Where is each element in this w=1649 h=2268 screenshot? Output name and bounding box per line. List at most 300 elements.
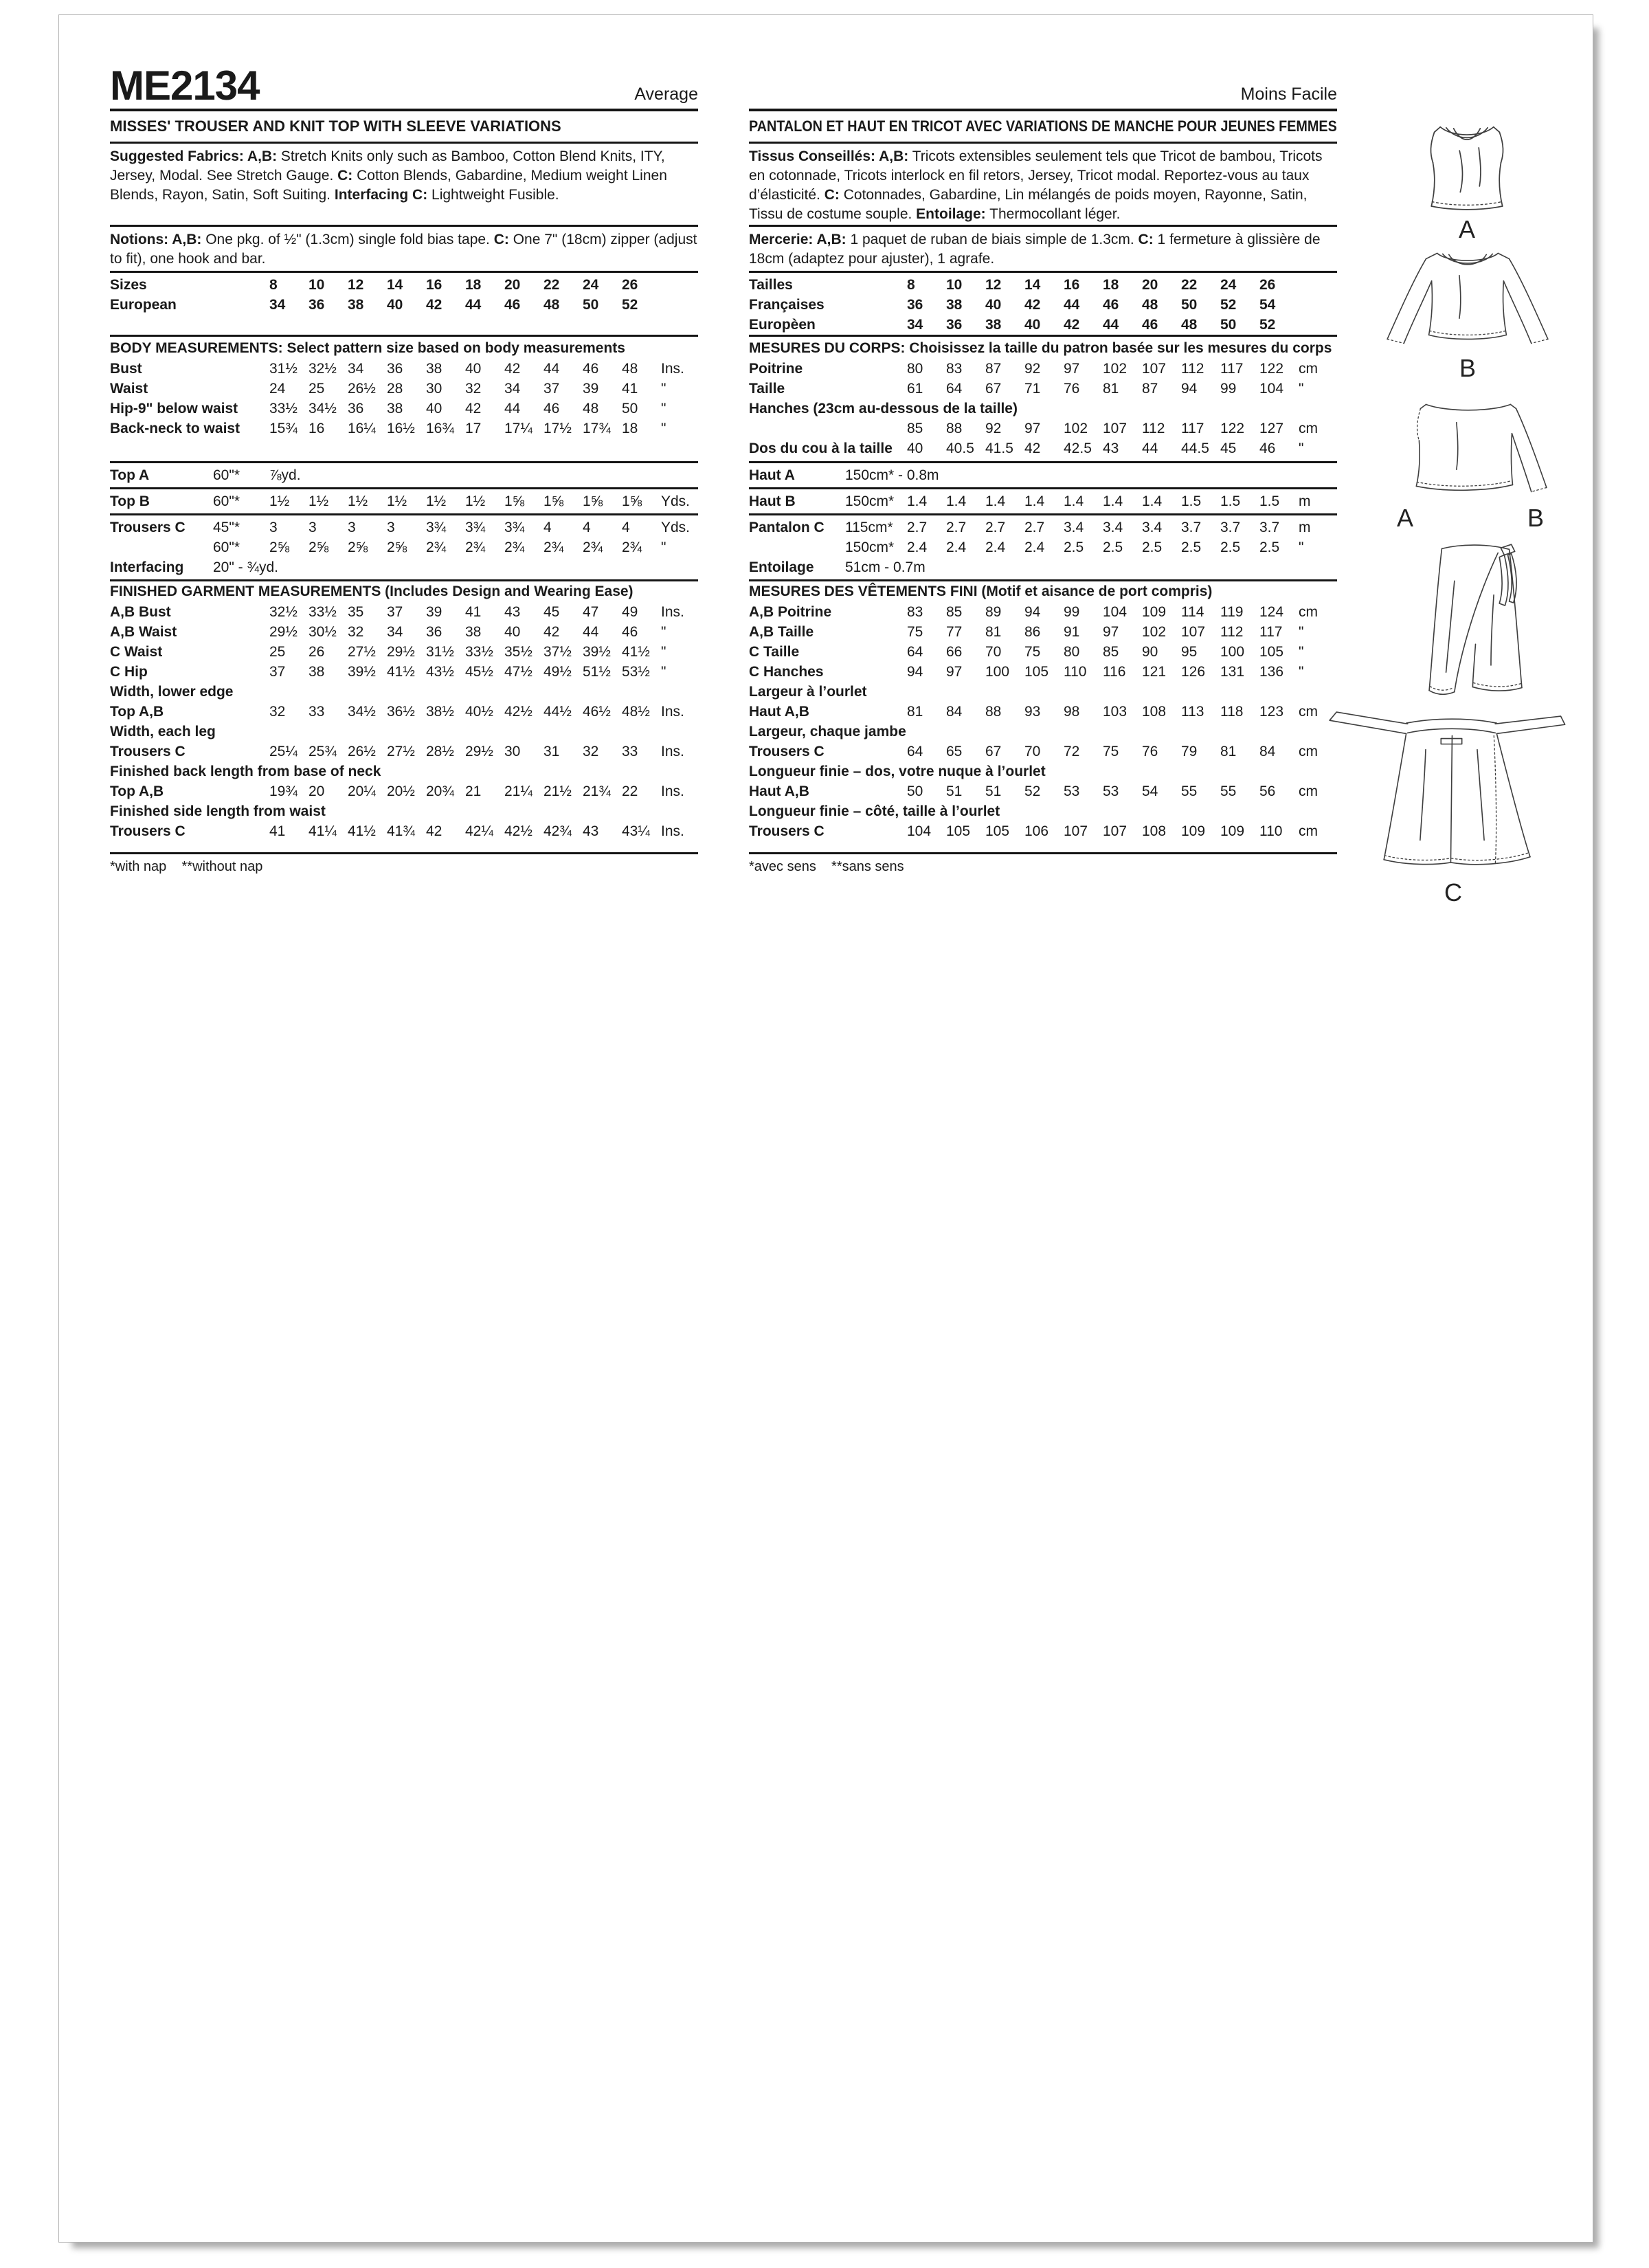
measurement-value: 50 — [1220, 316, 1237, 333]
measurement-value: 80 — [907, 360, 923, 377]
unit-label: Ins. — [661, 360, 684, 377]
measurement-value: 18 — [622, 420, 638, 436]
measurement-value: 102 — [1064, 420, 1088, 436]
measurement-value: 15¾ — [269, 420, 298, 436]
measurement-value: 8 — [907, 276, 915, 293]
finished-measurements-en — [110, 581, 698, 841]
measurement-value: 24 — [583, 276, 599, 293]
table-row — [749, 662, 1337, 682]
measurement-value: 127 — [1259, 420, 1284, 436]
top-a-line-drawing — [1405, 120, 1529, 216]
measurement-value: 32 — [348, 623, 364, 640]
measurement-value: 104 — [1259, 380, 1284, 397]
measurement-value: 40½ — [465, 703, 493, 720]
divider-rule — [749, 487, 1337, 489]
top-ab-back-illustration — [1384, 394, 1556, 532]
figure-label-a: A — [1458, 215, 1475, 243]
row-label: Largeur à l’ourlet — [749, 683, 867, 700]
measurement-value: 100 — [1220, 643, 1245, 660]
measurement-value: 32 — [583, 743, 599, 759]
measurement-value: 2.7 — [985, 519, 1006, 535]
measurement-value: 84 — [946, 703, 963, 720]
row-label: Haut B — [749, 493, 796, 509]
measurement-value: 94 — [1181, 380, 1198, 397]
body-measurements-en — [110, 337, 698, 459]
measurement-value: 2¾ — [504, 539, 525, 555]
measurement-value: 131 — [1220, 663, 1245, 680]
measurement-value: 3¾ — [426, 519, 447, 535]
measurement-value: 38 — [465, 623, 482, 640]
measurement-value: 49½ — [543, 663, 572, 680]
unit-label: " — [1299, 643, 1304, 660]
measurement-value: 4 — [622, 519, 630, 535]
measurement-value: 83 — [907, 603, 923, 620]
row-label: Haut A,B — [749, 703, 809, 720]
measurement-value: 54 — [1142, 783, 1158, 799]
measurement-value: 21½ — [543, 783, 572, 799]
measurement-value: 26 — [622, 276, 638, 293]
measurement-value: 48 — [1181, 316, 1198, 333]
top-a-illustration — [1405, 120, 1529, 243]
row-label: A,B Bust — [110, 603, 171, 620]
measurement-value: 53 — [1064, 783, 1080, 799]
table-row — [110, 642, 698, 662]
unit-label: Yds. — [661, 519, 691, 535]
pattern-number: ME2134 — [110, 63, 260, 109]
measurement-value: 38 — [348, 296, 364, 313]
unit-label: " — [1299, 539, 1304, 555]
measurement-value: 26 — [1259, 276, 1276, 293]
measurement-value: 42 — [1024, 296, 1041, 313]
unit-label: " — [661, 539, 666, 555]
measurement-value: 32 — [269, 703, 286, 720]
measurement-value: 22 — [622, 783, 638, 799]
measurement-value: 41¼ — [309, 823, 337, 839]
pattern-envelope-back-page — [58, 14, 1593, 2243]
notions-en: Notions: A,B: One pkg. of ½" (1.3cm) single fold bias tape. C: One 7" (18cm) zipper (adjust to fit), one hook and bar. — [110, 232, 697, 267]
top-b-illustration — [1378, 245, 1558, 382]
measurement-value: 75 — [1024, 643, 1041, 660]
measurement-value: 2.5 — [1103, 539, 1123, 555]
measurement-value: 36 — [907, 296, 923, 313]
measurement-value: 29½ — [269, 623, 298, 640]
unit-label: cm — [1299, 823, 1318, 839]
fabrics-block-fr — [749, 144, 1337, 225]
row-label: A,B Poitrine — [749, 603, 832, 620]
measurement-value: 104 — [907, 823, 932, 839]
measurement-value: 40 — [907, 440, 923, 456]
measurement-value: 32½ — [309, 360, 337, 377]
measurement-value: 113 — [1181, 703, 1204, 720]
measurement-value: 20¾ — [426, 783, 454, 799]
row-label: Finished back length from base of neck — [110, 763, 381, 779]
measurement-value: 102 — [1103, 360, 1128, 377]
table-row — [749, 722, 1337, 742]
row-label: Width, each leg — [110, 723, 216, 740]
measurement-value: 48 — [1142, 296, 1158, 313]
measurement-value: 34 — [269, 296, 286, 313]
table-row — [749, 438, 1337, 458]
measurement-value: 25¼ — [269, 743, 298, 759]
measurement-value: 42 — [504, 360, 521, 377]
row-label: Haut A,B — [749, 783, 809, 799]
measurement-value: 66 — [946, 643, 963, 660]
measurement-value: 10 — [946, 276, 963, 293]
row-value: 51cm - 0.7m — [845, 559, 926, 575]
row-label: Poitrine — [749, 360, 803, 377]
trousers-c-back-line-drawing — [1323, 700, 1584, 879]
measurement-value: 37 — [387, 603, 403, 620]
measurement-value: 42½ — [504, 703, 532, 720]
table-row — [110, 275, 698, 295]
finished-measurements-table-en — [110, 602, 698, 841]
measurement-value: 26 — [309, 643, 325, 660]
measurement-value: 20½ — [387, 783, 415, 799]
measurement-value: 2.4 — [907, 539, 928, 555]
measurement-value: 102 — [1142, 623, 1167, 640]
measurement-value: 41½ — [622, 643, 650, 660]
measurement-value: 88 — [946, 420, 963, 436]
row-label: Longueur finie – dos, votre nuque à l’ourlet — [749, 763, 1046, 779]
measurement-value: 2.5 — [1142, 539, 1163, 555]
measurement-value: 21 — [465, 783, 482, 799]
row-label: C Hip — [110, 663, 148, 680]
measurement-value: 12 — [348, 276, 364, 293]
measurement-value: 2.5 — [1064, 539, 1084, 555]
measurement-value: 29½ — [465, 743, 493, 759]
row-label: Top A,B — [110, 703, 164, 720]
measurement-value: 81 — [1103, 380, 1119, 397]
measurement-value: 117 — [1181, 420, 1204, 436]
measurement-value: 81 — [985, 623, 1002, 640]
nap-footnote-fr: *avec sens **sans sens — [749, 859, 904, 874]
measurement-value: 2.4 — [1024, 539, 1045, 555]
measurement-value: 2.5 — [1181, 539, 1202, 555]
table-row — [110, 662, 698, 682]
measurement-value: 46½ — [583, 703, 611, 720]
table-row — [749, 465, 1337, 485]
unit-label: " — [661, 663, 666, 680]
row-label: Trousers C — [749, 743, 824, 759]
measurement-value: 42.5 — [1064, 440, 1092, 456]
measurement-value: 43½ — [426, 663, 454, 680]
measurement-value: 116 — [1103, 663, 1126, 680]
measurement-value: 3 — [387, 519, 395, 535]
measurement-value: 46 — [1259, 440, 1276, 456]
measurement-value: 79 — [1181, 743, 1198, 759]
measurement-value: 19¾ — [269, 783, 298, 799]
measurement-value: 36 — [426, 623, 442, 640]
table-row — [749, 821, 1337, 841]
measurement-value: 44.5 — [1181, 440, 1209, 456]
measurement-value: 72 — [1064, 743, 1080, 759]
footnote-block-en — [110, 852, 698, 875]
measurement-value: 31½ — [269, 360, 298, 377]
measurement-value: 109 — [1220, 823, 1245, 839]
measurement-value: 3.7 — [1259, 519, 1280, 535]
measurement-value: 119 — [1220, 603, 1244, 620]
measurement-value: 104 — [1103, 603, 1128, 620]
row-label: Tailles — [749, 276, 793, 293]
measurement-value: 75 — [1103, 743, 1119, 759]
row-label: Haut A — [749, 467, 795, 483]
row-value: 20" - ¾yd. — [213, 559, 279, 575]
unit-label: m — [1299, 493, 1311, 509]
measurement-value: 107 — [1181, 623, 1206, 640]
row-label: Interfacing — [110, 559, 184, 575]
measurement-value: 1.4 — [1142, 493, 1163, 509]
measurement-value: 77 — [946, 623, 963, 640]
notions-block-fr — [749, 227, 1337, 271]
measurement-value: 43 — [504, 603, 521, 620]
measurement-value: 1.5 — [1220, 493, 1241, 509]
measurement-value: 1.5 — [1259, 493, 1280, 509]
measurement-value: 98 — [1064, 703, 1080, 720]
measurement-value: 97 — [1024, 420, 1041, 436]
measurement-value: 38 — [426, 360, 442, 377]
measurement-value: 36 — [348, 400, 364, 416]
measurement-value: 93 — [1024, 703, 1041, 720]
measurement-value: 42 — [465, 400, 482, 416]
table-row — [110, 491, 698, 511]
measurement-value: 27½ — [387, 743, 415, 759]
measurement-value: 34 — [348, 360, 364, 377]
measurement-value: 4 — [583, 519, 591, 535]
table-row — [749, 642, 1337, 662]
unit-label: m — [1299, 519, 1311, 535]
measurement-value: 8 — [269, 276, 278, 293]
measurement-value: 70 — [985, 643, 1002, 660]
measurement-value: 40 — [985, 296, 1002, 313]
measurement-value: 114 — [1181, 603, 1204, 620]
row-label: Pantalon C — [749, 519, 824, 535]
table-row — [749, 602, 1337, 622]
measurement-value: 64 — [946, 380, 963, 397]
measurement-value: 44 — [1142, 440, 1158, 456]
table-row — [110, 379, 698, 399]
measurement-value: 47½ — [504, 663, 532, 680]
measurement-value: 37 — [543, 380, 560, 397]
measurement-value: 54 — [1259, 296, 1276, 313]
measurement-value: 112 — [1220, 623, 1244, 640]
measurement-value: 34½ — [309, 400, 337, 416]
row-label: Entoilage — [749, 559, 814, 575]
finished-measurements-fr — [749, 581, 1337, 841]
measurement-value: 16¾ — [426, 420, 454, 436]
measurement-value: 33½ — [269, 400, 298, 416]
measurement-value: 109 — [1142, 603, 1167, 620]
measurement-value: 34 — [387, 623, 403, 640]
measurement-value: 41 — [269, 823, 286, 839]
row-label: Top B — [110, 493, 150, 509]
measurement-value: 121 — [1142, 663, 1167, 680]
measurement-value: 40 — [1024, 316, 1041, 333]
fabric-width-spec: 60"* — [213, 539, 240, 555]
measurement-value: 28 — [387, 380, 403, 397]
body-measurements-table-fr — [749, 359, 1337, 458]
measurement-value: 107 — [1064, 823, 1088, 839]
measurement-value: 20 — [309, 783, 325, 799]
measurement-value: 71 — [1024, 380, 1041, 397]
trousers-c-front-illustration — [1405, 539, 1546, 700]
measurement-value: 41½ — [387, 663, 415, 680]
row-label: C Hanches — [749, 663, 824, 680]
measurement-value: 18 — [1103, 276, 1119, 293]
row-label: Waist — [110, 380, 148, 397]
row-label: Top A — [110, 467, 150, 483]
measurement-value: 89 — [985, 603, 1002, 620]
measurement-value: 25 — [309, 380, 325, 397]
header-en — [110, 65, 698, 109]
measurement-value: 35 — [348, 603, 364, 620]
table-row — [749, 518, 1337, 537]
trousers-c-back-illustration — [1323, 700, 1584, 907]
measurement-value: 86 — [1024, 623, 1041, 640]
notions-block-en — [110, 227, 698, 271]
measurement-value: 29½ — [387, 643, 415, 660]
measurement-value: 33 — [309, 703, 325, 720]
unit-label: cm — [1299, 743, 1318, 759]
measurement-value: 44½ — [543, 703, 572, 720]
measurement-value: 100 — [985, 663, 1010, 680]
unit-label: cm — [1299, 603, 1318, 620]
measurement-value: 48½ — [622, 703, 650, 720]
sizes-table-fr — [749, 273, 1337, 335]
measurement-value: 41 — [622, 380, 638, 397]
measurement-value: 136 — [1259, 663, 1284, 680]
finished-measurements-table-fr — [749, 602, 1337, 841]
measurement-value: 17¾ — [583, 420, 611, 436]
table-row — [749, 399, 1337, 419]
measurement-value: 4 — [543, 519, 552, 535]
measurement-value: 43¼ — [622, 823, 650, 839]
measurement-value: 45 — [1220, 440, 1237, 456]
row-label: C Taille — [749, 643, 800, 660]
measurement-value: 31½ — [426, 643, 454, 660]
row-label: A,B Waist — [110, 623, 177, 640]
top-ab-back-line-drawing — [1384, 394, 1556, 504]
measurement-value: 105 — [1259, 643, 1284, 660]
unit-label: " — [1299, 380, 1304, 397]
suggested-fabrics-fr: Tissus Conseillés: A,B: Tricots extensibles seulement tels que Tricot de bambou, Tricots en cotonnade, Tricots interlock en fil retors, Jersey, Tricot modal. Reportez-vous au taux d’élasticité. C: Cotonnades, Gabardine, Lin mélangés de poids moyen, Rayonne, Satin, Tissu de costume souple. Entoilage: Thermocollant léger. — [749, 148, 1323, 222]
divider-rule — [749, 461, 1337, 463]
measurement-value: 2¾ — [426, 539, 447, 555]
table-row — [110, 781, 698, 801]
measurement-value: 34½ — [348, 703, 376, 720]
difficulty-label-en: Average — [634, 85, 698, 104]
measurement-value: 38 — [985, 316, 1002, 333]
measurement-value: 33 — [622, 743, 638, 759]
french-column — [749, 65, 1337, 875]
measurement-value: 33½ — [309, 603, 337, 620]
fabrics-block-en — [110, 144, 698, 225]
measurement-value: 46 — [1142, 316, 1158, 333]
measurement-value: 41½ — [348, 823, 376, 839]
figure-label-b: B — [1459, 354, 1476, 382]
row-label: Longueur finie – côté, taille à l’ourlet — [749, 803, 1000, 819]
figure-label-back-a: A — [1397, 504, 1414, 532]
unit-label: Ins. — [661, 743, 684, 759]
measurement-value: 1⅝ — [622, 493, 642, 509]
row-label: Trousers C — [110, 743, 186, 759]
measurement-value: 39½ — [583, 643, 611, 660]
measurement-value: 92 — [985, 420, 1002, 436]
divider-rule — [110, 461, 698, 463]
measurement-value: 1½ — [348, 493, 368, 509]
measurement-value: 21¼ — [504, 783, 532, 799]
unit-label: " — [1299, 663, 1304, 680]
measurement-value: 1.4 — [907, 493, 928, 509]
measurement-value: 107 — [1142, 360, 1167, 377]
measurement-value: 43 — [1103, 440, 1119, 456]
measurement-value: 30 — [504, 743, 521, 759]
row-label: Dos du cou à la taille — [749, 440, 893, 456]
measurement-value: 27½ — [348, 643, 376, 660]
measurement-value: 42½ — [504, 823, 532, 839]
measurement-value: 36 — [946, 316, 963, 333]
unit-label: Yds. — [661, 493, 691, 509]
unit-label: Ins. — [661, 823, 684, 839]
measurement-value: 95 — [1181, 643, 1198, 660]
table-row — [749, 702, 1337, 722]
body-measurements-table-en — [110, 359, 698, 438]
measurement-value: 109 — [1181, 823, 1206, 839]
measurement-value: 42 — [1064, 316, 1080, 333]
measurement-value: 20 — [1142, 276, 1158, 293]
measurement-value: 2¾ — [543, 539, 564, 555]
measurement-value: 1½ — [387, 493, 407, 509]
measurement-value: 31 — [543, 743, 560, 759]
measurement-value: 3 — [269, 519, 278, 535]
measurement-value: 48 — [622, 360, 638, 377]
measurement-value: 85 — [1103, 643, 1119, 660]
measurement-value: 80 — [1064, 643, 1080, 660]
measurement-value: 10 — [309, 276, 325, 293]
table-row — [110, 722, 698, 742]
measurement-value: 64 — [907, 643, 923, 660]
measurement-value: 1.4 — [985, 493, 1006, 509]
measurement-value: 46 — [622, 623, 638, 640]
measurement-value: 33½ — [465, 643, 493, 660]
table-row — [749, 622, 1337, 642]
measurement-value: 41.5 — [985, 440, 1013, 456]
measurement-value: 52 — [622, 296, 638, 313]
title-block-fr — [749, 111, 1337, 142]
measurement-value: 16¼ — [348, 420, 376, 436]
measurement-value: 2.5 — [1259, 539, 1280, 555]
measurement-value: 1½ — [269, 493, 290, 509]
measurement-value: 16 — [1064, 276, 1080, 293]
row-label: Europèen — [749, 316, 816, 333]
unit-label: cm — [1299, 703, 1318, 720]
measurement-value: 30½ — [309, 623, 337, 640]
measurement-value: 26½ — [348, 743, 376, 759]
measurement-value: 112 — [1181, 360, 1204, 377]
measurement-value: 1.4 — [1103, 493, 1123, 509]
measurement-value: 76 — [1142, 743, 1158, 759]
unit-label: " — [661, 623, 666, 640]
measurement-value: 2.7 — [907, 519, 928, 535]
table-row — [749, 761, 1337, 781]
nap-footnote-en: *with nap **without nap — [110, 859, 263, 874]
measurement-value: 92 — [1024, 360, 1041, 377]
unit-label: " — [661, 380, 666, 397]
unit-label: Ins. — [661, 783, 684, 799]
notions-fr: Mercerie: A,B: 1 paquet de ruban de biais simple de 1.3cm. C: 1 fermeture à glissière de 18cm (adaptez pour ajuster), 1 agrafe. — [749, 232, 1321, 267]
measurement-value: 87 — [985, 360, 1002, 377]
measurement-value: 50 — [622, 400, 638, 416]
table-row — [110, 557, 698, 577]
